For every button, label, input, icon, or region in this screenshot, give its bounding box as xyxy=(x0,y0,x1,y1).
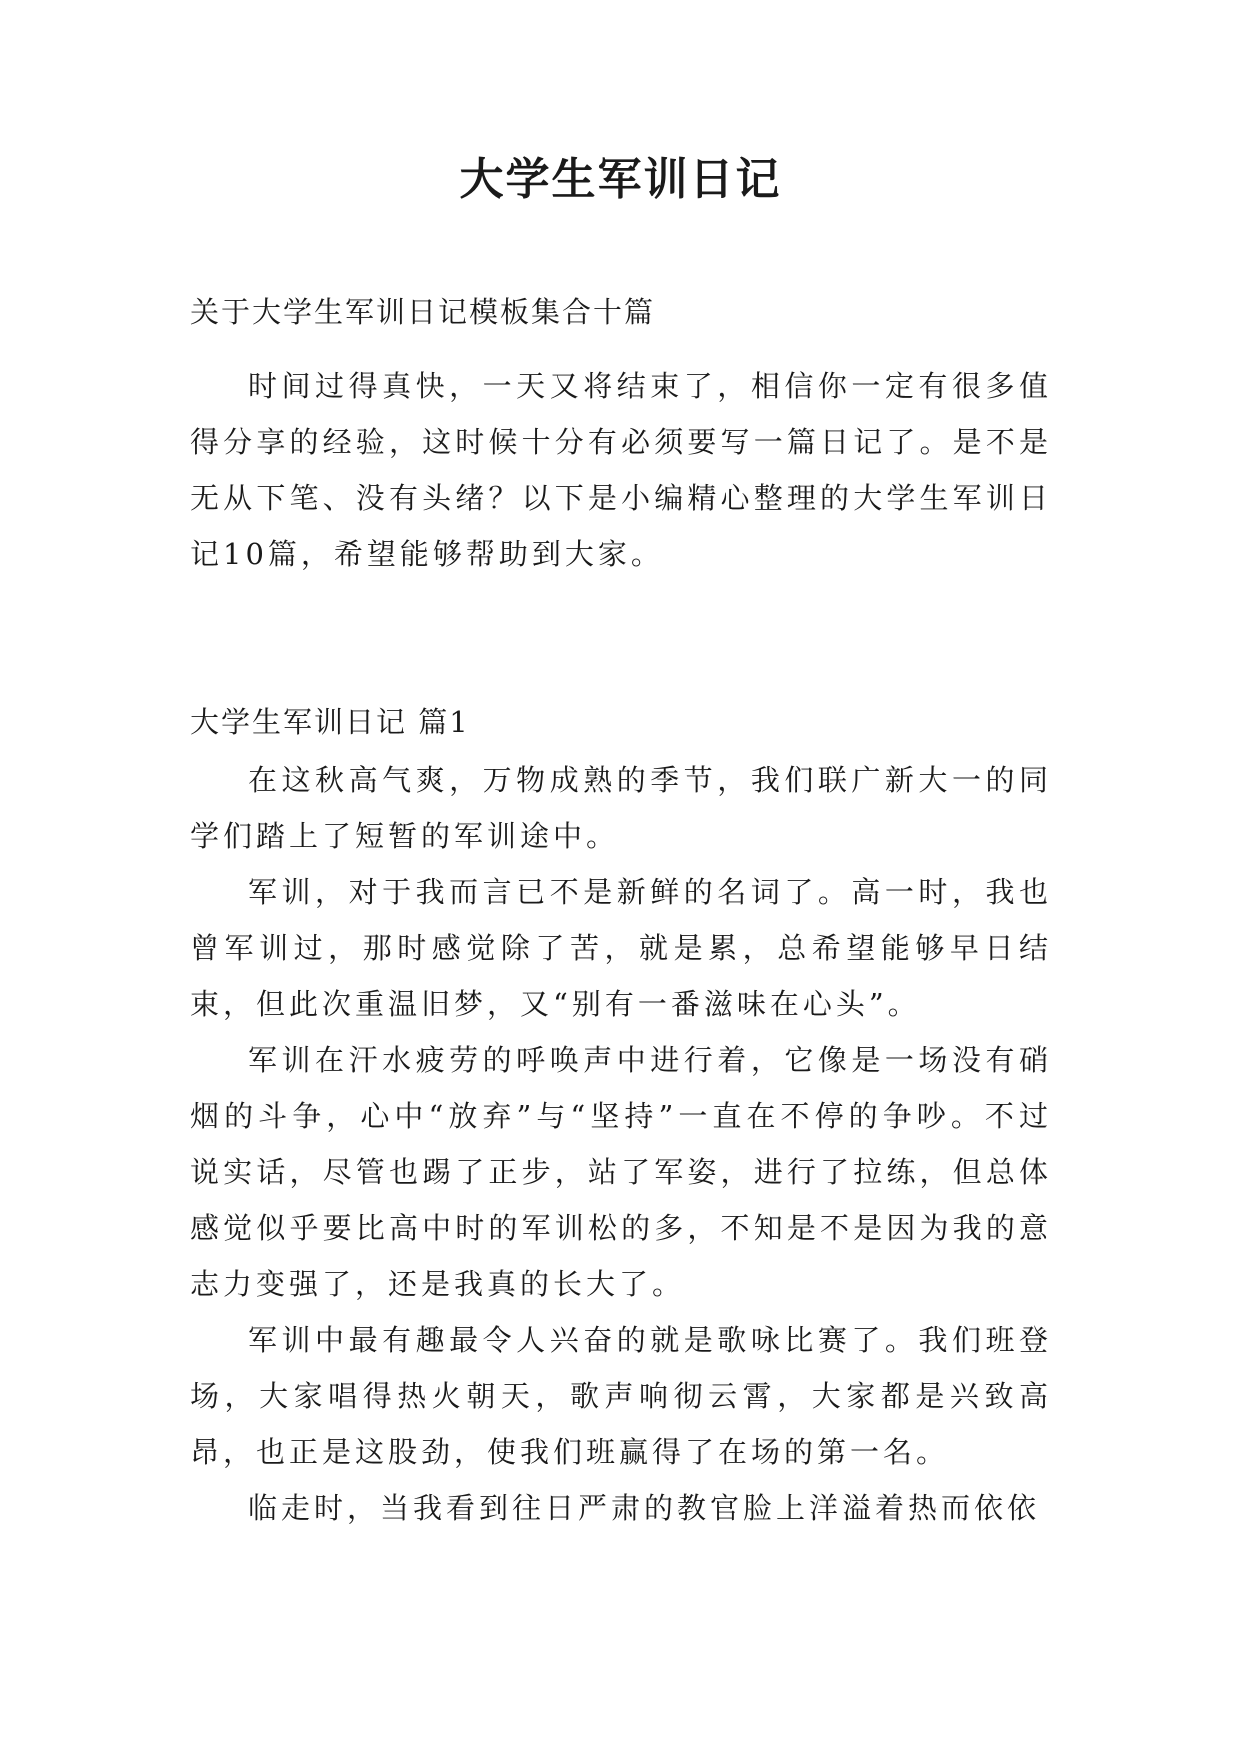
body-paragraph-3: 军训在汗水疲劳的呼唤声中进行着，它像是一场没有硝烟的斗争，心中“放弃”与“坚持”一直在不停的争吵。不过说实话，尽管也踢了正步，站了军姿，进行了拉练，但总体感觉似乎要比高中时的军训松的多，不知是不是因为我的意志力变强了，还是我真的长大了。 xyxy=(190,1043,1052,1301)
intro-paragraph: 时间过得真快，一天又将结束了，相信你一定有很多值得分享的经验，这时候十分有必须要写一篇日记了。是不是无从下笔、没有头绪？以下是小编精心整理的大学生军训日记10篇，希望能够帮助到大家。 xyxy=(190,369,1052,571)
body-paragraph-1: 在这秋高气爽，万物成熟的季节，我们联广新大一的同学们踏上了短暂的军训途中。 xyxy=(190,763,1052,853)
document-subtitle: 关于大学生军训日记模板集合十篇 xyxy=(190,295,656,329)
body-paragraph-5: 临走时，当我看到往日严肃的教官脸上洋溢着热而依依 xyxy=(248,1491,1041,1525)
intro-block xyxy=(190,358,1052,582)
body-paragraph-2: 军训，对于我而言已不是新鲜的名词了。高一时，我也曾军训过，那时感觉除了苦，就是累，总希望能够早日结束，但此次重温旧梦，又“别有一番滋味在心头”。 xyxy=(190,875,1052,1021)
body-paragraph-4: 军训中最有趣最令人兴奋的就是歌咏比赛了。我们班登场，大家唱得热火朝天，歌声响彻云霄，大家都是兴致高昂，也正是这股劲，使我们班赢得了在场的第一名。 xyxy=(190,1323,1052,1469)
section-body xyxy=(190,752,1052,1536)
section-heading: 大学生军训日记 篇1 xyxy=(190,705,470,739)
document-title: 大学生军训日记 xyxy=(459,154,782,205)
